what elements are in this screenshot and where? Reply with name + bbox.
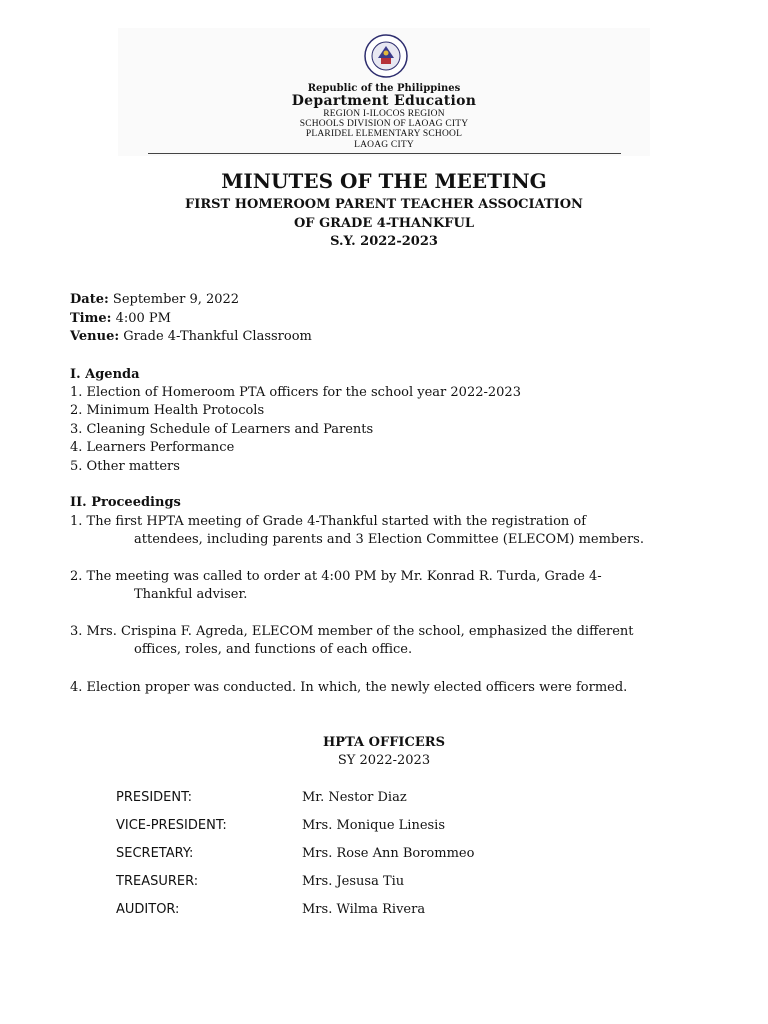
date-label: Date: [70, 292, 109, 307]
proceedings-item-line: 4. Election proper was conducted. In which, the newly elected officers were formed. [70, 680, 628, 695]
time-value: 4:00 PM [111, 311, 171, 326]
letterhead-divider [148, 153, 621, 154]
proceedings-item-line: Thankful adviser. [134, 587, 248, 602]
proceedings-item-line: 1. The first HPTA meeting of Grade 4-Thankful started with the registration of [70, 514, 587, 529]
letterhead-city: LAOAG CITY [354, 140, 414, 150]
officer-name: Mrs. Rose Ann Borommeo [302, 846, 475, 861]
meeting-date [70, 291, 239, 309]
proceedings-item-line: 3. Mrs. Crispina F. Agreda, ELECOM member of the school, emphasized the different [70, 624, 634, 639]
agenda-item: 4. Learners Performance [70, 440, 235, 455]
proceedings-heading: II. Proceedings [70, 495, 181, 510]
document-subtitle-2: OF GRADE 4-THANKFUL [293, 216, 474, 231]
agenda-item: 2. Minimum Health Protocols [70, 403, 265, 418]
agenda-heading: I. Agenda [70, 367, 140, 382]
document-subtitle-3: S.Y. 2022-2023 [330, 234, 438, 249]
time-label: Time: [70, 311, 112, 326]
letterhead-school: PLARIDEL ELEMENTARY SCHOOL [305, 129, 463, 139]
letterhead-region: REGION I-ILOCOS REGION [323, 109, 445, 119]
officer-name: Mrs. Monique Linesis [302, 818, 446, 833]
letterhead-department: Department Education [291, 93, 477, 109]
document-title: MINUTES OF THE MEETING [221, 169, 547, 193]
officer-name: Mr. Nestor Diaz [302, 790, 407, 805]
deped-seal-icon [364, 34, 408, 78]
proceedings-item-line: offices, roles, and functions of each office. [134, 642, 413, 657]
meeting-time [70, 310, 171, 328]
officer-role: SECRETARY: [116, 846, 194, 861]
agenda-item: 5. Other matters [70, 459, 180, 474]
venue-label: Venue: [70, 329, 120, 344]
letterhead-division: SCHOOLS DIVISION OF LAOAG CITY [299, 119, 469, 129]
officer-role: TREASURER: [116, 874, 199, 889]
officer-role: VICE-PRESIDENT: [116, 818, 227, 833]
officers-school-year: SY 2022-2023 [337, 753, 431, 768]
proceedings-item-line: attendees, including parents and 3 Election Committee (ELECOM) members. [134, 532, 644, 547]
meeting-venue [70, 328, 312, 346]
officer-name: Mrs. Wilma Rivera [302, 902, 426, 917]
officer-name: Mrs. Jesusa Tiu [302, 874, 405, 889]
agenda-item: 3. Cleaning Schedule of Learners and Parents [70, 422, 374, 437]
letterhead-republic: Republic of the Philippines [307, 83, 461, 94]
proceedings-item-line: 2. The meeting was called to order at 4:00 PM by Mr. Konrad R. Turda, Grade 4- [70, 569, 602, 584]
officers-title: HPTA OFFICERS [323, 735, 445, 750]
document-subtitle-1: FIRST HOMEROOM PARENT TEACHER ASSOCIATION [185, 197, 583, 212]
date-value: September 9, 2022 [108, 292, 240, 307]
officer-role: AUDITOR: [116, 902, 180, 917]
agenda-item: 1. Election of Homeroom PTA officers for the school year 2022-2023 [70, 385, 521, 400]
venue-value: Grade 4-Thankful Classroom [119, 329, 312, 344]
officer-role: PRESIDENT: [116, 790, 193, 805]
